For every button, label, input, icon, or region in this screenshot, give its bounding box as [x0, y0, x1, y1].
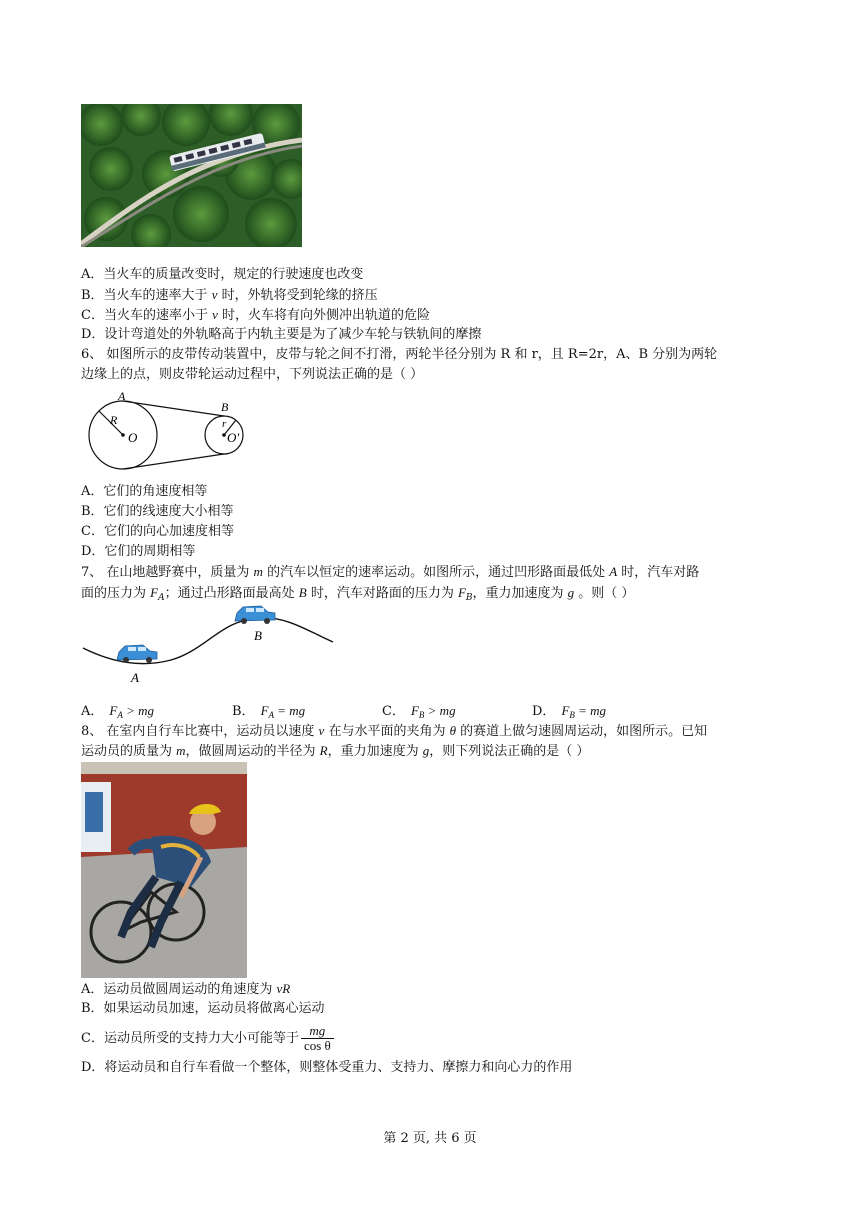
q7-stem-line1: 7、 在山地越野赛中，质量为 m 的汽车以恒定的速率运动。如图所示，通过凹形路面最低处 A 时，汽车对路	[81, 564, 700, 580]
q8-option-c-fraction	[301, 1024, 334, 1053]
q6-stem-line1: 6、 如图所示的皮带传动装置中，皮带与轮之间不打滑，两轮半径分别为 R 和 r，且 R=2r，A、B 分别为两轮	[81, 347, 718, 362]
q6-option-c: C．它们的向心加速度相等	[81, 524, 234, 539]
car-a	[117, 645, 157, 663]
q7-option-d: D． $F_B$ = mg	[532, 703, 607, 720]
cyclist-photo	[81, 762, 247, 978]
label-r-big: R	[110, 413, 118, 427]
q5-option-b: B．当火车的速率大于 v 时，外轨将受到轮缘的挤压	[81, 287, 378, 303]
q5-option-c: C．当火车的速率小于 v 时，火车将有向外侧冲出轨道的危险	[81, 307, 431, 323]
q8-stem-line2: 运动员的质量为 m，做圆周运动的半径为 R，重力加速度为 g，则下列说法正确的是（ ）	[81, 743, 590, 759]
q8-option-c-text: C．运动员所受的支持力大小可能等于	[81, 1031, 299, 1046]
q8-option-a: A．运动员做圆周运动的角速度为 vR	[81, 981, 291, 997]
label-b: B	[221, 400, 229, 414]
q6-option-d: D．它们的周期相等	[81, 544, 196, 559]
q8-option-b: B．如果运动员加速，运动员将做离心运动	[81, 1001, 325, 1016]
road-label-b: B	[254, 628, 262, 643]
q8-option-c	[81, 1022, 334, 1056]
label-r-small: r	[222, 418, 227, 430]
belt-pulley-figure	[88, 390, 248, 474]
q5-option-d: D．设计弯道处的外轨略高于内轨主要是为了减少车轮与铁轨间的摩擦	[81, 327, 482, 342]
q8-stem-line1: 8、 在室内自行车比赛中，运动员以速度 v 在与水平面的夹角为 θ 的赛道上做匀速圆周运动，如图所示。已知	[81, 723, 708, 739]
label-o: O	[128, 430, 138, 445]
fraction-denominator: cos θ	[303, 1038, 331, 1053]
q7-stem-line2: 面的压力为 $F_A$；通过凸形路面最高处 B 时，汽车对路面的压力为 $F_B$，重力加速度为 g 。则（ ）	[81, 585, 635, 603]
label-o-prime: O′	[227, 430, 240, 445]
q6-option-a: A．它们的角速度相等	[81, 484, 208, 499]
road-car-figure	[81, 600, 336, 688]
q7-option-c: C． $F_B$ > mg	[382, 703, 456, 720]
fraction-numerator: mg	[301, 1024, 334, 1039]
label-a: A	[118, 390, 126, 403]
road-label-a: A	[131, 670, 139, 685]
q8-option-d: D．将运动员和自行车看做一个整体，则整体受重力、支持力、摩擦力和向心力的作用	[81, 1060, 573, 1075]
q6-stem-line2: 边缘上的点，则皮带轮运动过程中，下列说法正确的是（ ）	[81, 367, 424, 382]
q7-option-b: B． $F_A$ = mg	[232, 703, 306, 720]
q6-option-b: B．它们的线速度大小相等	[81, 504, 234, 519]
train-photo	[81, 104, 302, 247]
q5-option-a: A．当火车的质量改变时，规定的行驶速度也改变	[81, 267, 364, 282]
page-footer: 第 2 页, 共 6 页	[383, 1131, 477, 1146]
q7-option-a: A． $F_A$ > mg	[81, 703, 155, 720]
